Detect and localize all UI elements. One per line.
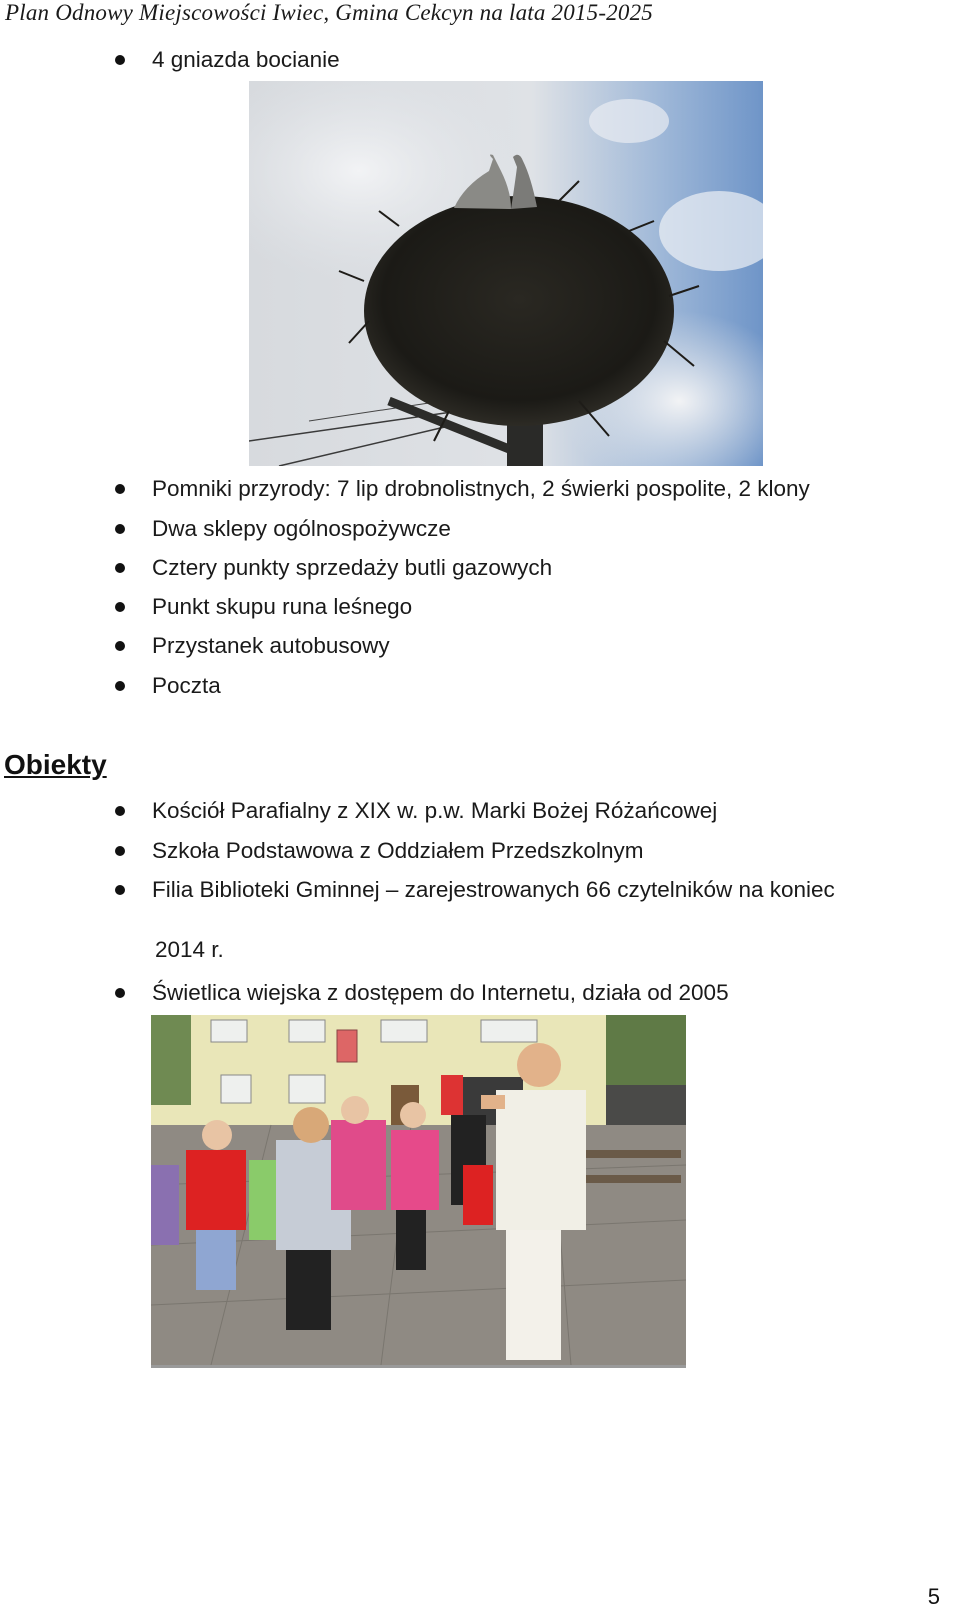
community-center-photo — [151, 1015, 686, 1368]
bullet-icon — [115, 806, 125, 816]
top-list — [0, 40, 340, 80]
bullet-icon — [115, 524, 125, 534]
nature-services-list — [0, 469, 810, 706]
list-item: Pomniki przyrody: 7 lip drobnolistnych, 2 świerki pospolite, 2 klony — [0, 469, 810, 509]
list-item: Kościół Parafialny z XIX w. p.w. Marki Bożej Różańcowej — [0, 791, 835, 831]
list-item-continuation: 2014 r. — [155, 937, 224, 962]
objects-list — [0, 791, 835, 909]
page-header: Plan Odnowy Miejscowości Iwiec, Gmina Cekcyn na lata 2015-2025 — [5, 0, 653, 25]
bullet-icon — [115, 885, 125, 895]
list-item: Poczta — [0, 666, 810, 706]
list-item: Filia Biblioteki Gminnej – zarejestrowanych 66 czytelników na koniec — [0, 870, 835, 909]
bullet-icon — [115, 641, 125, 651]
list-item: Cztery punkty sprzedaży butli gazowych — [0, 548, 810, 587]
list-item: Punkt skupu runa leśnego — [0, 587, 810, 626]
bullet-icon — [115, 602, 125, 612]
bullet-icon — [115, 484, 125, 494]
bullet-icon — [115, 846, 125, 856]
stork-nest-image — [249, 81, 763, 466]
list-item: 4 gniazda bocianie — [0, 40, 340, 80]
section-title-obiekty: Obiekty — [4, 749, 107, 780]
stork-nest-photo — [249, 81, 763, 466]
page-number: 5 — [927, 1584, 940, 1609]
bullet-icon — [115, 681, 125, 691]
list-item: Dwa sklepy ogólnospożywcze — [0, 509, 810, 548]
bullet-icon — [115, 988, 125, 998]
list-item: Szkoła Podstawowa z Oddziałem Przedszkolnym — [0, 831, 835, 870]
objects-list-continued — [0, 973, 729, 1013]
list-item: Świetlica wiejska z dostępem do Internetu, działa od 2005 — [0, 973, 729, 1013]
bullet-icon — [115, 563, 125, 573]
list-item: Przystanek autobusowy — [0, 626, 810, 666]
bullet-icon — [115, 55, 125, 65]
community-center-image — [151, 1015, 686, 1365]
